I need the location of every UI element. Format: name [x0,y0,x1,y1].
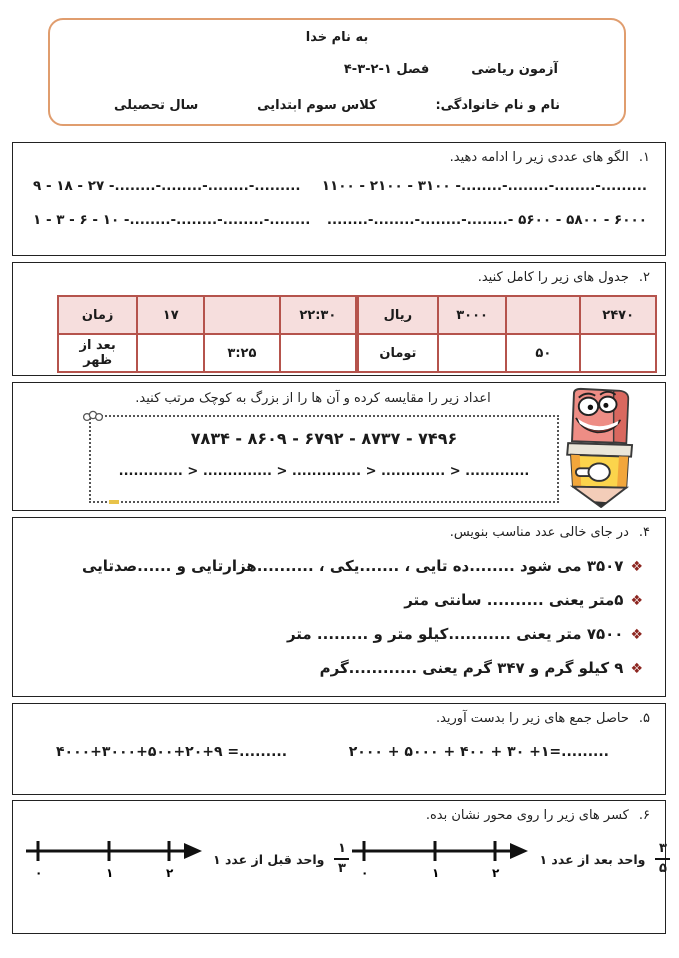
question-2-title: ۲.جدول های زیر را کامل کنید. [477,270,650,285]
fraction-three-fifths: $\frac{۳}{۵}$ [655,842,670,876]
money-cell-blank[interactable] [506,296,580,334]
numbers-to-compare: ۷۸۳۴ - ۸۶۰۹ - ۶۷۹۲ - ۸۷۳۷ - ۷۴۹۶ [190,429,458,448]
question-2-number: ۲. [638,270,650,285]
list-item: ❖۹ کیلو گرم و ۳۴۷ گرم یعنی ............گرم [319,659,643,677]
question-4-box [12,517,666,697]
pattern-2-left: ۱ - ۳ - ۶ - ۱۰ -........-........-........-........ [33,212,311,228]
number-line-group-right [349,837,670,881]
question-3-title: اعداد زیر را مقایسه کرده و آن ها را از بزرگ به کوچک مرتب کنید. [135,391,491,406]
time-label-cell: زمان [58,296,137,334]
list-item: ❖۳۵۰۷ می شود ........ده تایی ، .......یکی ، ..........هزارتایی و ......صدتایی [81,557,643,575]
list-item: ❖۷۵۰۰ متر یعنی ...........کیلو متر و ......... متر [286,625,643,643]
question-4-title: ۴.در جای خالی عدد مناسب بنویس. [449,525,650,540]
table-row [358,296,656,334]
question-1-title: ۱.الگو های عددی زیر را ادامه دهید. [449,150,650,165]
question-5-title: ۵.حاصل جمع های زیر را بدست آورید. [435,711,650,726]
svg-text:۱: ۱ [106,866,114,880]
time-cell-blank[interactable] [204,296,279,334]
diamond-bullet-icon: ❖ [630,661,643,677]
hand-icon [81,409,105,424]
question-6-title: ۶.کسر های زیر را روی محور نشان بده. [425,808,650,823]
list-item: ❖۵متر یعنی .......... سانتی متر [404,591,643,609]
pattern-row-1 [33,178,647,194]
table-row [58,296,356,334]
question-5-number: ۵. [638,711,650,726]
question-4-number: ۴. [638,525,650,540]
number-line-axis[interactable] [23,837,203,881]
equation-left[interactable]: ۴۰۰۰+۳۰۰۰+۵۰۰+۲۰+۹ =......... [56,744,288,760]
fill-blank-items [13,540,665,686]
question-2-box [12,262,666,376]
pattern-row-2 [33,212,647,228]
number-lines-row [13,823,665,881]
fraction-one-third: $\frac{۱}{۳}$ [334,842,349,876]
money-cell-blank[interactable] [580,334,656,372]
svg-text:۱: ۱ [432,866,440,880]
time-cell: ۲۲:۳۰ [280,296,356,334]
equation-right[interactable]: ۲۰۰۰ + ۵۰۰۰ + ۴۰۰ + ۳۰ +۱=......... [348,744,609,760]
pencil-mascot [557,386,649,508]
number-line-axis[interactable] [349,837,529,881]
question-1-box [12,142,666,256]
pattern-rows [13,165,665,228]
bismillah-text: به نام خدا [305,30,369,45]
svg-text:۰: ۰ [361,866,369,880]
pattern-2-right: ........-........-........-........- ۵۶۰۰ - ۵۸۰۰ - ۶۰۰۰ [326,212,647,228]
name-label: نام و نام خانوادگی: [435,98,560,113]
toman-label-cell: تومان [358,334,438,372]
svg-text:۲: ۲ [492,866,500,880]
highlight-mark [109,500,119,504]
question-6-number: ۶. [638,808,650,823]
money-table [357,295,657,373]
money-cell: ۲۴۷۰ [580,296,656,334]
grade-label: کلاس سوم ابتدایی [257,98,377,113]
diamond-bullet-icon: ❖ [630,593,643,609]
table-row [58,334,356,372]
svg-text:۲: ۲ [166,866,174,880]
exam-title: آزمون ریاضی [471,62,558,77]
comparison-dotted-box [89,415,559,503]
time-cell: ۱۷ [137,296,204,334]
money-cell: ۵۰ [506,334,580,372]
diamond-bullet-icon: ❖ [630,627,643,643]
rial-label-cell: ریال [358,296,438,334]
year-label: سال تحصیلی [114,98,199,113]
money-cell: ۳۰۰۰ [438,296,507,334]
chapter-label: فصل ۱-۲-۳-۴ [343,62,430,77]
fraction-instruction: واحد قبل از عدد ۱ [213,851,325,867]
student-info-line [50,98,624,113]
number-line-group-left [23,837,349,881]
diamond-bullet-icon: ❖ [630,559,643,575]
time-cell-blank[interactable] [280,334,356,372]
pattern-1-right: ۱۱۰۰ - ۲۱۰۰ - ۳۱۰۰ -........-........-........-......... [321,178,647,194]
afternoon-label-cell: بعد از ظهر [58,334,137,372]
pattern-1-left: ۹ - ۱۸ - ۲۷ -........-........-........-......... [33,178,301,194]
sum-equations-row [13,726,665,760]
ordering-blanks[interactable]: ............. > .............. > .............. > ............. > ............. [118,464,530,479]
exam-info-line [50,62,624,77]
time-cell-blank[interactable] [137,334,204,372]
svg-text:۰: ۰ [35,866,43,880]
table-row [358,334,656,372]
money-cell-blank[interactable] [438,334,507,372]
time-cell: ۳:۲۵ [204,334,279,372]
question-5-box [12,703,666,795]
question-6-box [12,800,666,934]
fraction-instruction: واحد بعد از عدد ۱ [539,851,646,867]
question-1-number: ۱. [638,150,650,165]
tables-row [13,285,665,373]
header-box [48,18,626,126]
time-table [57,295,357,373]
question-3-box [12,382,666,511]
